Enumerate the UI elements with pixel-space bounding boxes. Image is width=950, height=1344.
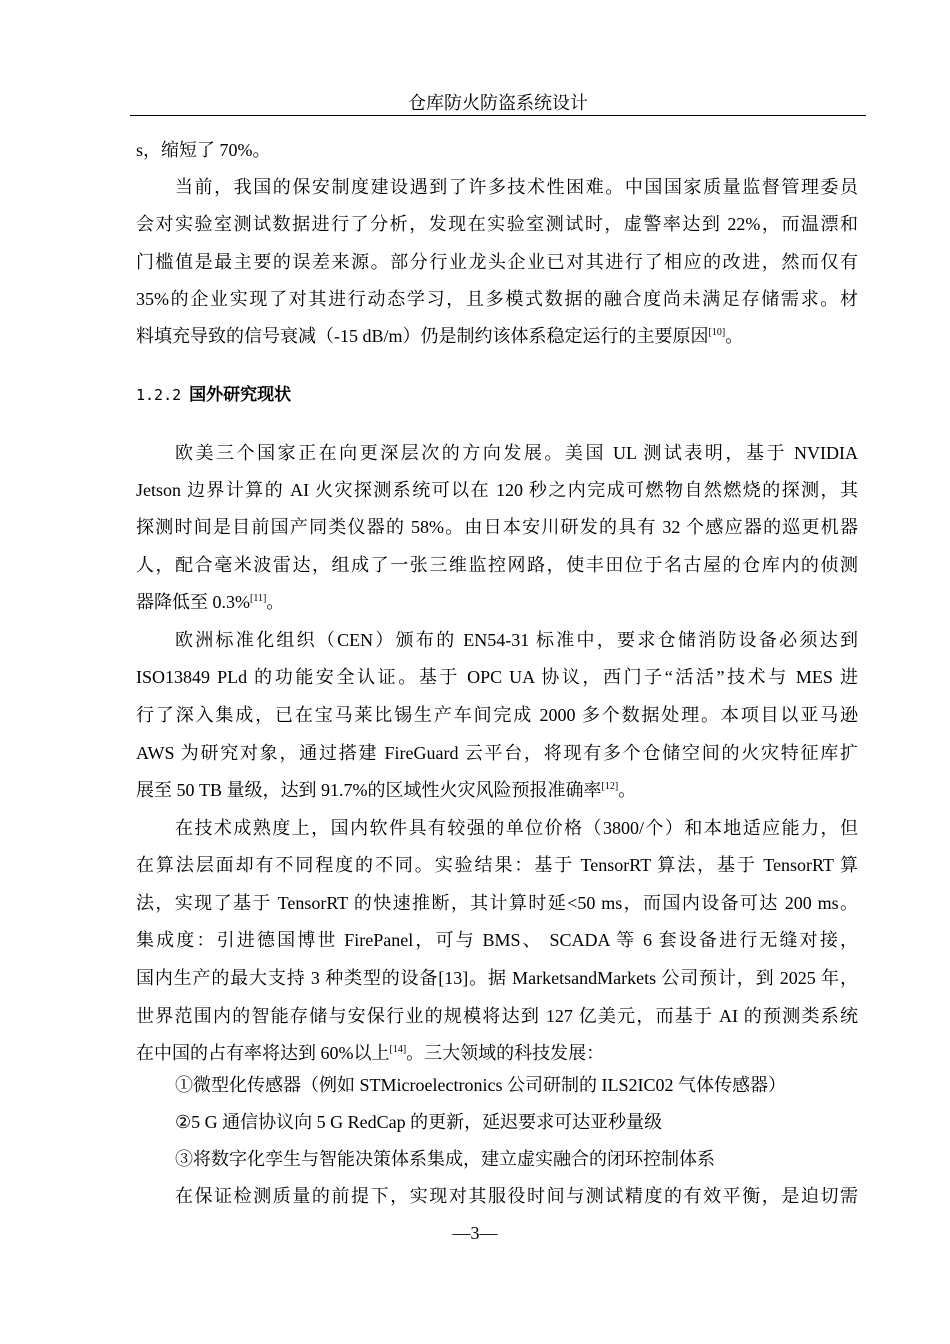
text-line — [136, 665, 858, 689]
line-text: 料填充导致的信号衰减（-15 dB/m）仍是制约该体系稳定运行的主要原因 — [136, 326, 709, 346]
citation-superscript: [12] — [601, 781, 619, 792]
line-text: 在算法层面却有不同程度的不同。实验结果：基于 TensorRT 算法，基于 TensorRT 算 — [136, 855, 858, 875]
line-text: 探测时间是目前国产同类仪器的 58%。由日本安川研发的具有 32 个感应器的巡更机器 — [136, 517, 858, 537]
running-header: 仓库防火防盗系统设计 — [408, 93, 588, 113]
line-text: 门槛值是最主要的误差来源。部分行业龙头企业已对其进行了相应的改进，然而仅有 — [136, 252, 858, 272]
citation-superscript: [10] — [708, 327, 726, 338]
text-line — [136, 741, 858, 765]
section-title: 国外研究现状 — [189, 385, 292, 404]
section-number: 1.2.2 — [136, 386, 182, 404]
line-text: 法，实现了基于 TensorRT 的快速推断，其计算时延<50 ms，而国内设备可达 200 ms。 — [136, 893, 858, 913]
line-text: ③将数字化孪生与智能决策体系集成，建立虚实融合的闭环控制体系 — [175, 1149, 715, 1169]
text-line — [136, 250, 858, 274]
line-text: ①微型化传感器（例如 STMicroelectronics 公司研制的 ILS2IC02 气体传感器） — [175, 1075, 786, 1095]
text-line — [175, 1073, 858, 1097]
line-text: 在保证检测质量的前提下，实现对其服役时间与测试精度的有效平衡，是迫切需 — [175, 1186, 858, 1206]
citation-superscript: [14] — [389, 1044, 407, 1055]
line-text: 会对实验室测试数据进行了分析，发现在实验室测试时，虚警率达到 22%，而温漂和 — [136, 214, 858, 234]
text-line — [175, 1110, 858, 1134]
text-line — [175, 1184, 858, 1208]
line-text: 人，配合毫米波雷达，组成了一张三维监控网路，使丰田位于名古屋的仓库内的侦测 — [136, 555, 858, 575]
line-text: 器降低至 0.3% — [136, 592, 250, 612]
line-tail: 。 — [725, 326, 744, 346]
line-text: 在技术成熟度上，国内软件具有较强的单位价格（3800/个）和本地适应能力，但 — [175, 818, 858, 838]
text-line — [136, 891, 858, 915]
text-line — [136, 553, 858, 577]
line-text: 35%的企业实现了对其进行动态学习，且多模式数据的融合度尚未满足存储需求。材 — [136, 289, 858, 309]
line-text: s，缩短了 70%。 — [136, 140, 271, 160]
text-line — [136, 966, 858, 990]
header-rule — [130, 115, 866, 116]
text-line — [175, 628, 858, 652]
text-line — [136, 928, 858, 952]
line-text: 世界范围内的智能存储与安保行业的规模将达到 127 亿美元，而基于 AI 的预测类系统 — [136, 1006, 858, 1026]
line-text: ISO13849 PLd 的功能安全认证。基于 OPC UA 协议，西门子“活活”技术与 MES 进 — [136, 667, 858, 687]
text-line — [136, 324, 858, 348]
text-line — [136, 1041, 858, 1065]
text-line — [136, 287, 858, 311]
text-line — [136, 212, 858, 236]
section-heading — [136, 383, 291, 407]
line-tail: 。 — [618, 780, 637, 800]
line-text: 集成度：引进德国博世 FirePanel，可与 BMS、 SCADA 等 6 套设备进行无缝对接， — [136, 930, 858, 950]
text-line — [175, 1147, 858, 1171]
line-text: 欧美三个国家正在向更深层次的方向发展。美国 UL 测试表明，基于 NVIDIA — [175, 443, 858, 463]
text-line — [136, 138, 858, 162]
line-text: AWS 为研究对象，通过搭建 FireGuard 云平台，将现有多个仓储空间的火灾特征库扩 — [136, 743, 858, 763]
text-line — [136, 778, 858, 802]
text-line — [175, 441, 858, 465]
line-text: 欧洲标准化组织（CEN）颁布的 EN54-31 标准中，要求仓储消防设备必须达到 — [175, 630, 858, 650]
text-line — [136, 590, 858, 614]
line-text: 当前，我国的保安制度建设遇到了许多技术性困难。中国国家质量监督管理委员 — [175, 177, 858, 197]
text-line — [136, 703, 858, 727]
text-line — [136, 1004, 858, 1028]
line-text: Jetson 边界计算的 AI 火灾探测系统可以在 120 秒之内完成可燃物自然燃烧的探测，其 — [136, 480, 858, 500]
line-tail: 。三大领域的科技发展： — [406, 1043, 605, 1063]
line-text: ②5 G 通信协议向 5 G RedCap 的更新，延迟要求可达亚秒量级 — [175, 1112, 663, 1132]
line-text: 行了深入集成，已在宝马莱比锡生产车间完成 2000 多个数据处理。本项目以亚马逊 — [136, 705, 858, 725]
page-number: —3— — [452, 1223, 498, 1243]
line-text: 展至 50 TB 量级，达到 91.7%的区域性火灾风险预报准确率 — [136, 780, 602, 800]
line-text: 国内生产的最大支持 3 种类型的设备[13]。据 MarketsandMarkets 公司预计，到 2025 年， — [136, 968, 858, 988]
text-line — [136, 478, 858, 502]
citation-superscript: [11] — [250, 593, 267, 604]
text-line — [136, 853, 858, 877]
line-tail: 。 — [266, 592, 285, 612]
text-line — [175, 816, 858, 840]
text-line — [175, 175, 858, 199]
line-text: 在中国的占有率将达到 60%以上 — [136, 1043, 390, 1063]
text-line — [136, 515, 858, 539]
